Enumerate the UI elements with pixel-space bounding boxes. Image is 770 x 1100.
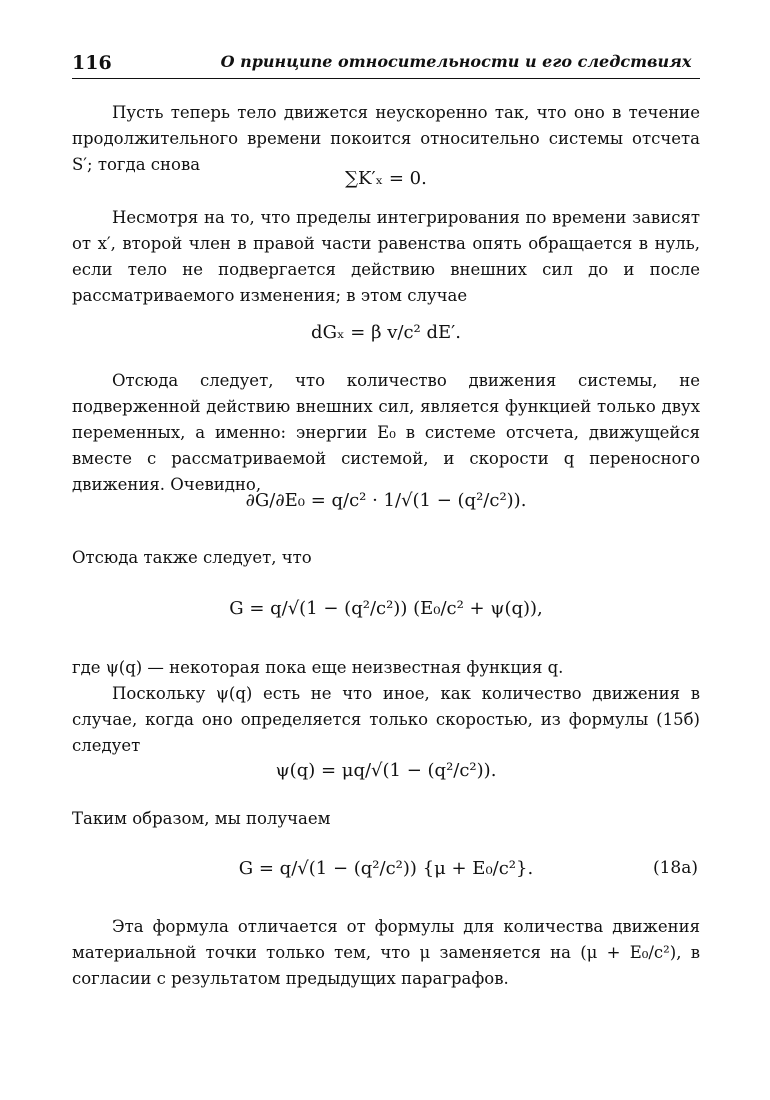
paragraph-7: Таким образом, мы получаем <box>72 809 331 828</box>
page-number: 116 <box>72 52 112 74</box>
paragraph-6: Поскольку ψ(q) есть не что иное, как количество движения в случае, когда оно определяется только скоростью, из формулы (15б) следует <box>72 684 700 755</box>
paragraph-3: Отсюда следует, что количество движения системы, не подверженной действию внешних сил, является функцией только двух переменных, а именно: энергии E₀ в системе отсчета, движущейся вместе с рассматриваемой системой, и скорости q переносного движения. Очевидно, <box>72 371 700 494</box>
paragraph-5: где ψ(q) — некоторая пока еще неизвестная функция q. <box>72 658 564 677</box>
equation-3: ∂G/∂E₀ = q/c² · 1/√(1 − (q²/c²)). <box>245 490 527 511</box>
paragraph-2: Несмотря на то, что пределы интегрирования по времени зависят от x′, второй член в правой части равенства опять обращается в нуль, если тело не подвергается действию внешних сил до и после рассматриваемого изменения; в этом случае <box>72 208 700 305</box>
running-title: О принципе относительности и его следствиях <box>220 52 692 71</box>
page-header <box>72 50 700 79</box>
equation-4: G = q/√(1 − (q²/c²)) (E₀/c² + ψ(q)), <box>229 598 543 619</box>
paragraph-4: Отсюда также следует, что <box>72 548 312 567</box>
paragraph-8: Эта формула отличается от формулы для количества движения материальной точки только тем, что μ заменяется на (μ + E₀/c²), в согласии с результатом предыдущих параграфов. <box>72 917 700 988</box>
equation-5: ψ(q) = μq/√(1 − (q²/c²)). <box>275 760 497 781</box>
equation-1: ∑K′ₓ = 0. <box>345 168 427 189</box>
paragraph-1: Пусть теперь тело движется неускоренно так, что оно в течение продолжительного времени покоится относительно системы отсчета S′; тогда снова <box>72 103 700 174</box>
equation-number: (18a) <box>652 858 698 878</box>
equation-6: G = q/√(1 − (q²/c²)) {μ + E₀/c²}. <box>238 858 534 879</box>
equation-2: dGₓ = β v/c² dE′. <box>311 322 461 343</box>
